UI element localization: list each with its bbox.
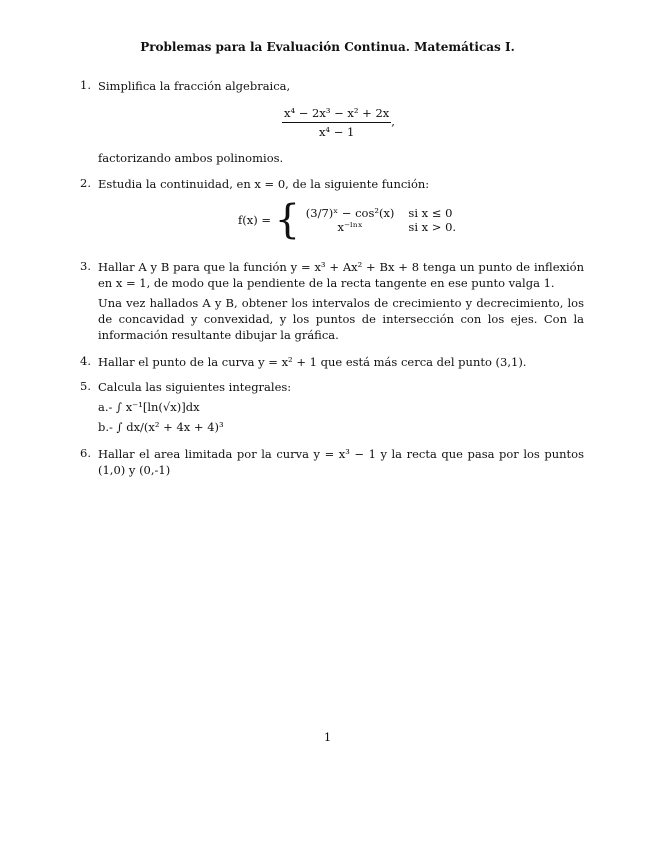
problem-6-number: 6. bbox=[80, 446, 91, 460]
case-2-expr: x⁻ˡⁿˣ bbox=[337, 220, 363, 234]
page-number: 1 bbox=[323, 730, 332, 744]
case-punct: . bbox=[452, 220, 457, 234]
integral-a: a.- ∫ x⁻¹[ln(√x)]dx bbox=[98, 400, 200, 414]
problem-4-number: 4. bbox=[80, 354, 91, 368]
fraction-punct: , bbox=[391, 114, 395, 129]
document-title: Problemas para la Evaluación Continua. Matemáticas I. bbox=[140, 40, 515, 54]
fraction-numerator: x⁴ − 2x³ − x² + 2x bbox=[282, 106, 391, 123]
problem-3-text: Hallar A y B para que la función y = x³ + Ax² + Bx + 8 tenga un punto de inflexión en x = 1, de modo que la pendiente de la recta tangente en ese punto valga 1. bbox=[98, 260, 584, 290]
problem-2-text: Estudia la continuidad, en x = 0, de la siguiente función: bbox=[98, 177, 430, 191]
case-1-expr: (3/7)ˣ − cos²(x) bbox=[305, 206, 395, 220]
problem-1-fraction bbox=[282, 106, 395, 139]
left-brace: { bbox=[274, 197, 301, 243]
case-2-cond: si x > 0. bbox=[408, 220, 457, 234]
problem-5-number: 5. bbox=[80, 379, 91, 393]
problem-2-number: 2. bbox=[80, 176, 91, 190]
piecewise-cases bbox=[304, 206, 460, 234]
problem-2-piecewise bbox=[238, 197, 460, 243]
problem-3-followup: Una vez hallados A y B, obtener los intervalos de crecimiento y decrecimiento, los de concavidad y convexidad, y los puntos de intersección con los ejes. Con la información resultante dibujar la gráfica. bbox=[98, 296, 584, 342]
problem-1-text: Simplifica la fracción algebraica, bbox=[98, 79, 291, 93]
fraction-denominator: x⁴ − 1 bbox=[318, 125, 355, 139]
problem-1-number: 1. bbox=[80, 78, 91, 92]
problem-4-text: Hallar el punto de la curva y = x² + 1 que está más cerca del punto (3,1). bbox=[98, 355, 527, 369]
integral-b: b.- ∫ dx/(x² + 4x + 4)³ bbox=[98, 420, 224, 434]
problem-6-text: Hallar el area limitada por la curva y = x³ − 1 y la recta que pasa por los puntos (1,0) y (0,-1) bbox=[98, 447, 584, 477]
problem-5-text: Calcula las siguientes integrales: bbox=[98, 380, 292, 394]
case-1-cond: si x ≤ 0 bbox=[408, 206, 453, 220]
piecewise-lhs: f(x) = bbox=[238, 213, 272, 227]
problem-1-after: factorizando ambos polinomios. bbox=[98, 151, 284, 165]
problem-3-number: 3. bbox=[80, 259, 91, 273]
